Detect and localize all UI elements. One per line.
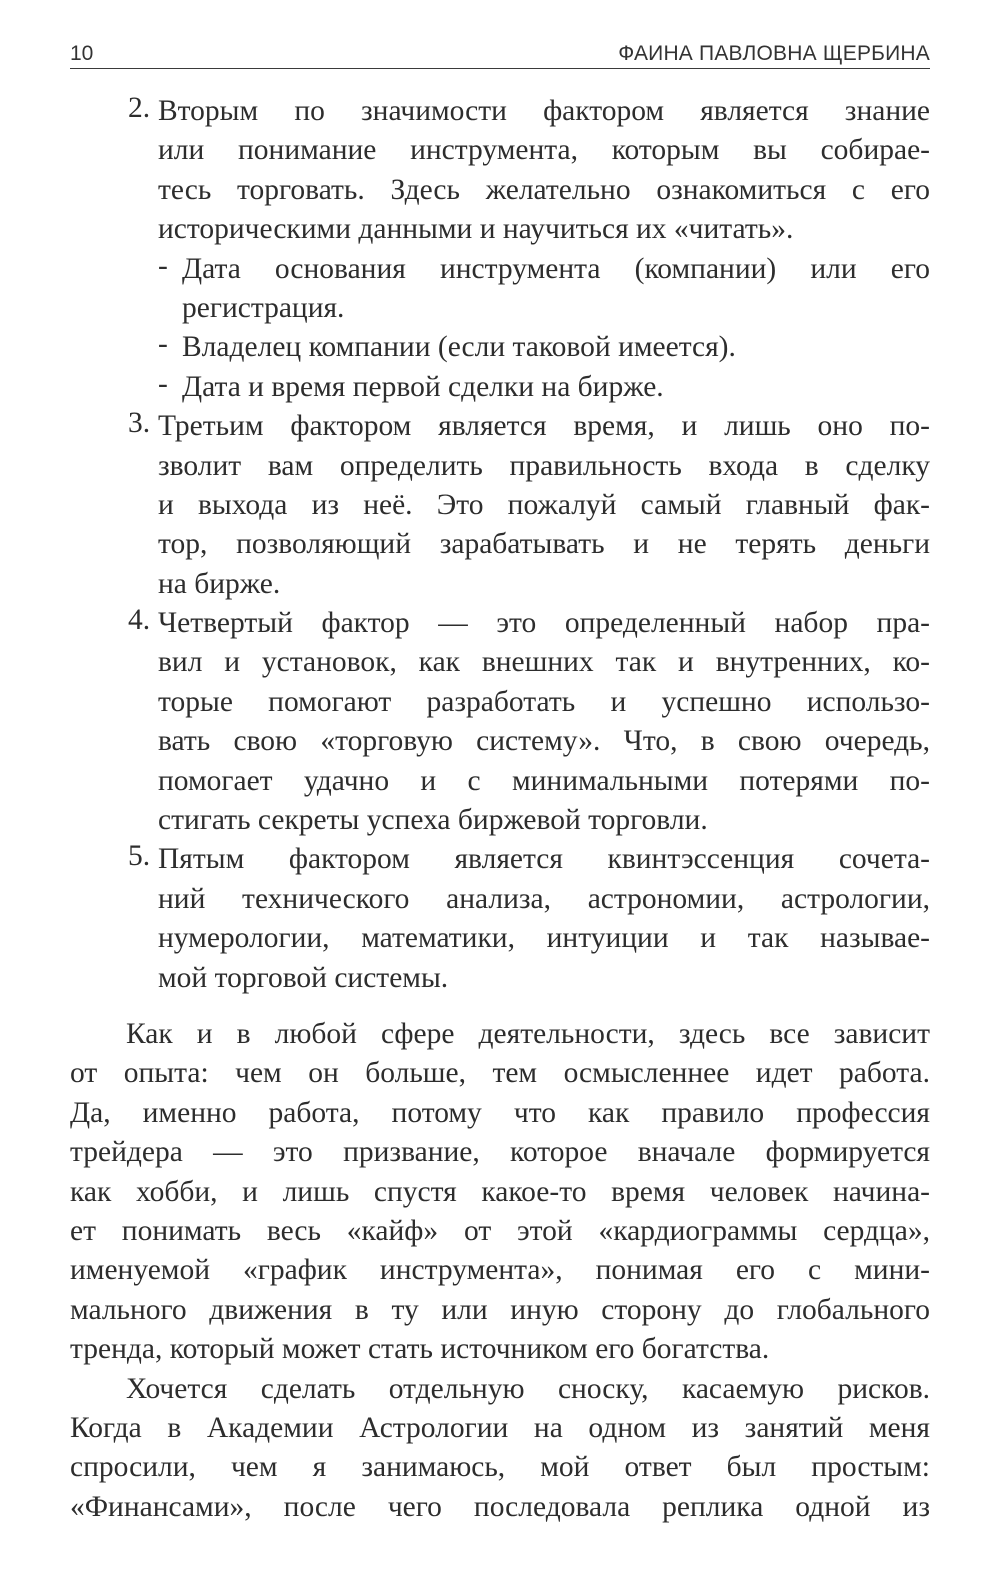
text-line: Дата основания инструмента (компании) или его [182, 252, 930, 285]
list-number: 4. [128, 604, 151, 637]
paragraph-risks [70, 1370, 930, 1528]
page-number: 10 [70, 42, 94, 65]
dash-marker: - [158, 328, 168, 361]
list-item-2 [128, 92, 930, 407]
text-line: Как и в любой сфере деятельности, здесь все зависит [126, 1018, 930, 1050]
text-line: именуемой «график инструмента», понимая его с мини- [70, 1254, 930, 1287]
text-line: ет понимать весь «кайф» от этой «кардиограммы сердца», [70, 1214, 930, 1247]
text-line: вил и установок, как внешних так и внутренних, ко- [158, 646, 930, 679]
text-line: стигать секреты успеха биржевой торговли. [158, 804, 708, 837]
text-line: торые помогают разработать и успешно использо- [158, 685, 930, 718]
numbered-list [128, 92, 930, 998]
list-number: 5. [128, 840, 151, 873]
text-line: мального движения в ту или иную сторону до глобального [70, 1293, 930, 1326]
text-line: Дата и время первой сделки на бирже. [182, 370, 664, 403]
text-line: тесь торговать. Здесь желательно ознакомиться с его [158, 173, 930, 206]
text-line: Пятым фактором является квинтэссенция сочета- [158, 843, 930, 876]
paragraph-experience [70, 1015, 930, 1370]
dash-marker: - [158, 249, 168, 282]
list-item-5 [128, 840, 930, 998]
list-number: 3. [128, 407, 151, 440]
text-line: тор, позволяющий зарабатывать и не терять деньги [158, 528, 930, 561]
text-line: вать свою «торговую систему». Что, в свою очередь, [158, 725, 930, 758]
text-line: историческими данными и научиться их «читать». [158, 213, 794, 246]
running-header [70, 38, 930, 69]
sub-item [158, 328, 930, 367]
text-line: и выхода из неё. Это пожалуй самый главный фак- [158, 488, 930, 521]
dash-marker: - [158, 367, 168, 400]
text-line: ний технического анализа, астрономии, астрологии, [158, 882, 930, 915]
text-line: «Финансами», после чего последовала реплика одной из [70, 1490, 930, 1523]
text-line: Четвертый фактор — это определенный набор пра- [158, 607, 930, 640]
text-line: Когда в Академии Астрологии на одном из занятий меня [70, 1411, 930, 1444]
text-line: мой торговой системы. [158, 961, 449, 994]
text-line: помогает удачно и с минимальными потерями по- [158, 764, 930, 797]
text-line: спросили, чем я занимаюсь, мой ответ был простым: [70, 1451, 930, 1484]
list-item-4 [128, 604, 930, 840]
text-line: на бирже. [158, 567, 281, 600]
text-line: Вторым по значимости фактором является знание [158, 95, 930, 127]
text-line: тренда, который может стать источником его богатства. [70, 1333, 770, 1366]
list-item-3 [128, 407, 930, 604]
text-line: трейдера — это призвание, которое вначале формируется [70, 1136, 930, 1169]
running-header-author: ФАИНА ПАВЛОВНА ЩЕРБИНА [618, 42, 930, 65]
body-paragraphs [70, 1015, 930, 1527]
text-line: регистрация. [182, 291, 345, 324]
text-line: как хобби, и лишь спустя какое-то время человек начина- [70, 1175, 930, 1208]
sub-item [158, 250, 930, 329]
list-number: 2. [128, 92, 151, 124]
text-line: Третьим фактором является время, и лишь оно по- [158, 410, 930, 443]
text-line: Хочется сделать отдельную сноску, касаемую рисков. [126, 1372, 930, 1405]
sub-item [158, 368, 930, 407]
text-line: от опыта: чем он больше, тем осмысленнее идет работа. [70, 1057, 930, 1090]
text-line: Владелец компании (если таковой имеется). [182, 331, 736, 364]
text-line: или понимание инструмента, которым вы собирае- [158, 134, 930, 167]
text-line: нумерологии, математики, интуиции и так называе- [158, 922, 930, 955]
text-line: зволит вам определить правильность входа в сделку [158, 449, 930, 482]
text-line: Да, именно работа, потому что как правило профессия [70, 1096, 930, 1129]
